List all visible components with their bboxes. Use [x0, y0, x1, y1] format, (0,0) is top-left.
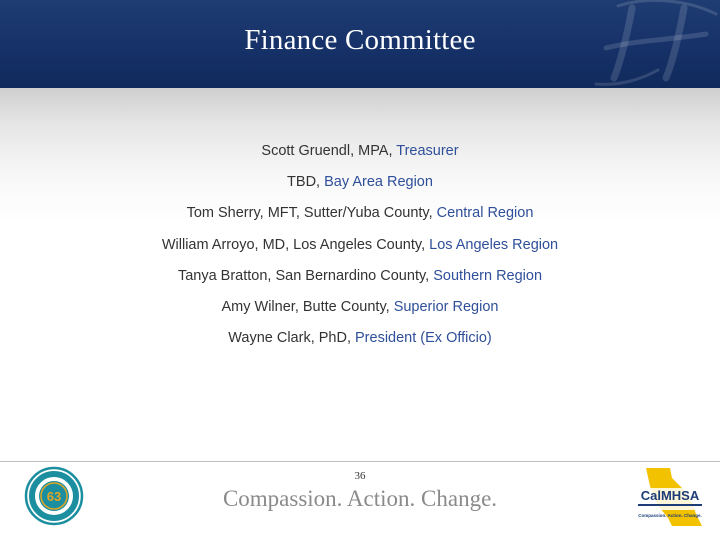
svg-text:Compassion. Action. Change.: Compassion. Action. Change.: [638, 513, 702, 518]
member-info: William Arroyo, MD, Los Angeles County,: [161, 236, 430, 253]
member-president: [0, 327, 720, 358]
page-title: Finance Committee: [244, 24, 476, 56]
svg-text:63: 63: [46, 489, 62, 504]
member-role: Los Angeles Region: [429, 236, 559, 253]
member-role: Superior Region: [393, 298, 499, 315]
member-info: Tom Sherry, MFT, Sutter/Yuba County,: [186, 205, 437, 222]
page-number: 36: [354, 470, 366, 482]
footer-tagline: Compassion. Action. Change.: [222, 486, 498, 511]
member-info: TBD,: [287, 174, 325, 191]
member-info: Tanya Bratton, San Bernardino County,: [177, 267, 434, 284]
title-bar: [0, 0, 720, 88]
footer-divider: [0, 461, 720, 462]
member-role: Treasurer: [396, 143, 459, 159]
member-central: [0, 202, 720, 233]
member-info: Scott Gruendl, MPA,: [261, 143, 397, 159]
member-treasurer: [0, 140, 720, 171]
member-los-angeles: [0, 234, 720, 265]
member-superior: [0, 296, 720, 327]
member-role: Bay Area Region: [324, 174, 433, 191]
committee-member-list: [0, 140, 720, 358]
svg-text:CalMHSA: CalMHSA: [640, 488, 700, 503]
calmhsa-logo: [632, 464, 708, 534]
member-role: Southern Region: [433, 267, 543, 284]
member-southern: [0, 265, 720, 296]
member-info: Amy Wilner, Butte County,: [221, 298, 394, 315]
member-role: Central Region: [436, 205, 534, 222]
member-role: President (Ex Officio): [355, 330, 492, 347]
mhsa-seal-logo: [24, 466, 84, 526]
member-bay-area: [0, 171, 720, 202]
member-info: Wayne Clark, PhD,: [228, 330, 356, 347]
